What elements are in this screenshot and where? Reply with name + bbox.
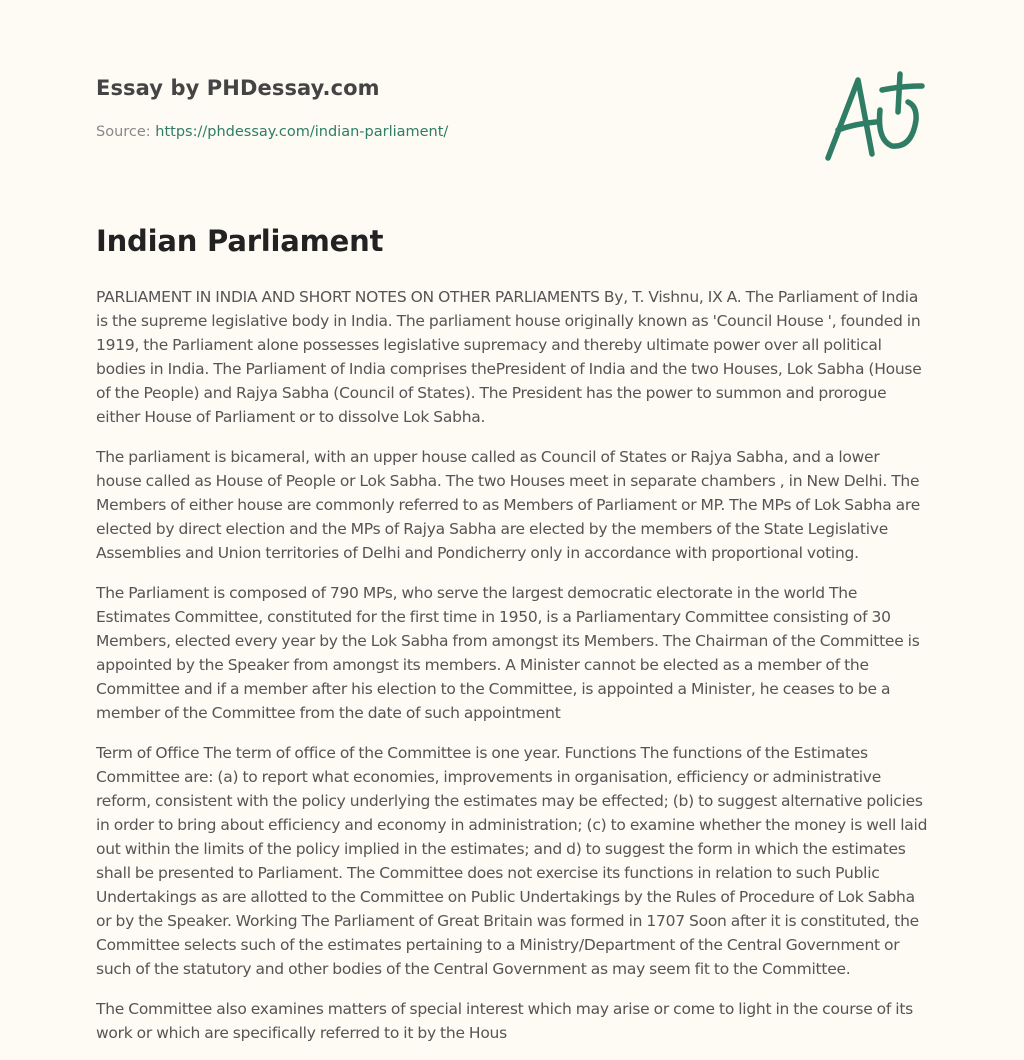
article-body bbox=[96, 285, 928, 1060]
article-paragraph: The parliament is bicameral, with an upper house called as Council of States or Rajya Sabha, and a lower house called as House of People or Lok Sabha. The two Houses meet in separate chambers , in New Delhi. The Members of either house are commonly referred to as Members of Parliament or MP. The MPs of Lok Sabha are elected by direct election and the MPs of Rajya Sabha are elected by the members of the State Legislative Assemblies and Union territories of Delhi and Pondicherry only in accordance with proportional voting. bbox=[96, 448, 920, 562]
a-plus-logo-icon bbox=[820, 66, 928, 166]
site-brand: Essay by PHDessay.com bbox=[96, 76, 380, 100]
source-link[interactable]: https://phdessay.com/indian-parliament/ bbox=[155, 124, 449, 140]
source-line bbox=[96, 124, 448, 140]
document-page bbox=[96, 0, 928, 1060]
source-label: Source: bbox=[96, 124, 156, 140]
article-paragraph: The Committee also examines matters of special interest which may arise or come to light in the course of its work or which are specifically referred to it by the Hous bbox=[96, 1000, 913, 1042]
article-paragraph: PARLIAMENT IN INDIA AND SHORT NOTES ON OTHER PARLIAMENTS By, T. Vishnu, IX A. The Parliament of India is the supreme legislative body in India. The parliament house originally known as 'Council House ', founded in 1919, the Parliament alone possesses legislative supremacy and thereby ultimate power over all political bodies in India. The Parliament of India comprises thePresident of India and the two Houses, Lok Sabha (House of the People) and Rajya Sabha (Council of States). The President has the power to summon and prorogue either House of Parliament or to dissolve Lok Sabha. bbox=[96, 288, 922, 426]
article-paragraph: Term of Office The term of office of the Committee is one year. Functions The functions of the Estimates Committee are: (a) to report what economies, improvements in organisation, efficiency or administrative reform, consistent with the policy underlying the estimates may be effected; (b) to suggest alternative policies in order to bring about efficiency and economy in administration; (c) to examine whether the money is well laid out within the limits of the policy implied in the estimates; and d) to suggest the form in which the estimates shall be presented to Parliament. The Committee does not exercise its functions in relation to such Public Undertakings as are allotted to the Committee on Public Undertakings by the Rules of Procedure of Lok Sabha or by the Speaker. Working The Parliament of Great Britain was formed in 1707 Soon after it is constituted, the Committee selects such of the estimates pertaining to a Ministry/Department of the Central Government or such of the statutory and other bodies of the Central Government as may seem fit to the Committee. bbox=[96, 744, 928, 978]
article-paragraph: The Parliament is composed of 790 MPs, who serve the largest democratic electorate in the world The Estimates Committee, constituted for the first time in 1950, is a Parliamentary Committee consisting of 30 Members, elected every year by the Lok Sabha from amongst its Members. The Chairman of the Committee is appointed by the Speaker from amongst its members. A Minister cannot be elected as a member of the Committee and if a member after his election to the Committee, is appointed a Minister, he ceases to be a member of the Committee from the date of such appointment bbox=[96, 584, 920, 722]
article-title: Indian Parliament bbox=[96, 224, 384, 258]
